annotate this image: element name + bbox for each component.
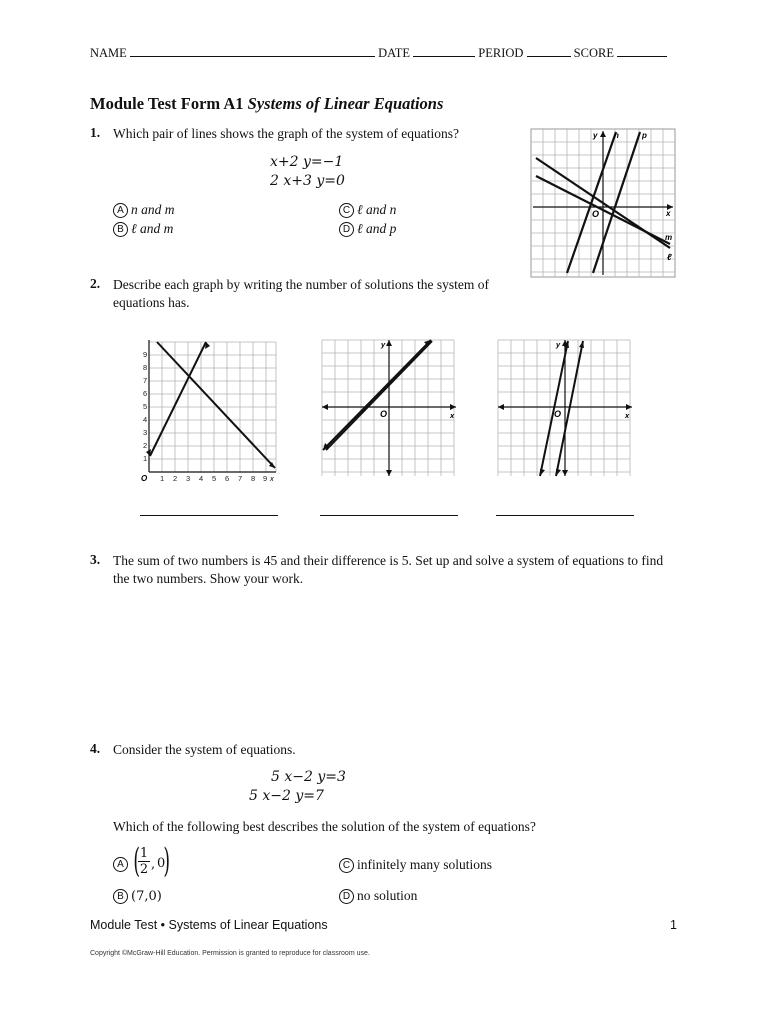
q2-graph-1	[140, 338, 280, 484]
q4-choice-d[interactable]	[339, 888, 417, 904]
choice-text: ℓ and m	[131, 221, 174, 236]
q3-work-area[interactable]	[113, 595, 673, 735]
q3-text-line1: The sum of two numbers is 45 and their difference is 5. Set up and solve a system of equations to find	[113, 553, 664, 568]
x-arrow	[498, 404, 504, 410]
q2-graph-2	[320, 338, 460, 478]
choice-letter: A	[113, 203, 128, 218]
q4-choice-b[interactable]	[113, 888, 162, 904]
title-main: Module Test Form A1	[90, 94, 244, 113]
y-tick: 9	[143, 350, 148, 359]
x-label: x	[625, 411, 630, 420]
graph-label-n: n	[614, 131, 619, 140]
left-paren: (	[133, 841, 140, 881]
second-coordinate: 0	[157, 856, 166, 871]
graph-label-x: x	[666, 209, 671, 218]
choice-letter: C	[339, 858, 354, 873]
grid	[322, 340, 454, 476]
name-label: NAME	[90, 46, 127, 60]
right-paren: )	[163, 841, 170, 881]
arrowhead	[540, 469, 545, 476]
title-sub: Systems of Linear Equations	[247, 94, 444, 113]
footer-left: Module Test • Systems of Linear Equations	[90, 918, 328, 932]
q4-choice-c[interactable]	[339, 857, 492, 873]
y-tick: 6	[143, 389, 148, 398]
q4-number: 4.	[90, 741, 101, 756]
q1-eq2: 2 x+3 y=0	[270, 173, 345, 189]
q2-text-line1: Describe each graph by writing the number of solutions the system of	[113, 277, 490, 292]
score-field[interactable]	[617, 45, 667, 57]
fraction	[138, 846, 150, 877]
q4-eq2: 5 x−2 y=7	[249, 788, 324, 804]
x-tick: 6	[225, 474, 230, 483]
y-tick: 5	[143, 402, 148, 411]
q3-text-line2: the two numbers. Show your work.	[113, 571, 304, 586]
y-tick: 3	[143, 428, 148, 437]
x-tick: 4	[199, 474, 204, 483]
x-arrow	[626, 404, 632, 410]
choice-text: n and m	[131, 202, 175, 217]
line-b	[326, 341, 432, 450]
origin-label: O	[380, 409, 388, 419]
q1-choice-a[interactable]	[113, 202, 175, 218]
x-label: x	[270, 474, 274, 483]
comma: ,	[151, 857, 156, 872]
header	[90, 45, 667, 61]
fraction-denominator: 2	[139, 862, 149, 877]
graph-label-y: y	[593, 131, 598, 140]
line-a	[150, 342, 206, 456]
period-field[interactable]	[527, 45, 571, 57]
x-tick: 2	[173, 474, 178, 483]
x-tick: 1	[160, 474, 165, 483]
y-arrow	[386, 340, 392, 346]
arrowhead	[556, 469, 561, 476]
graph-label-m: m	[665, 233, 673, 242]
y-tick: 4	[143, 415, 148, 424]
q2-answer-1[interactable]	[140, 515, 278, 516]
q1-text: Which pair of lines shows the graph of the system of equations?	[113, 126, 460, 141]
x-tick: 8	[251, 474, 256, 483]
q3-number: 3.	[90, 552, 101, 567]
x-label: x	[450, 411, 455, 420]
x-arrow	[450, 404, 456, 410]
choice-letter: D	[339, 222, 354, 237]
paren: (	[131, 889, 137, 904]
choice-letter: A	[113, 857, 128, 872]
q1-graph	[530, 128, 676, 278]
y-arrow	[562, 470, 568, 476]
choice-text: ℓ and p	[357, 221, 397, 236]
choice-letter: C	[339, 203, 354, 218]
q1-choice-b[interactable]	[113, 221, 173, 237]
graph-label-p: p	[642, 131, 647, 140]
y-tick: 2	[143, 441, 148, 450]
date-field[interactable]	[413, 45, 475, 57]
date-label: DATE	[378, 46, 411, 60]
q2-number: 2.	[90, 276, 101, 291]
q1-eq1: x+2 y=−1	[270, 154, 344, 170]
origin-label: O	[141, 474, 148, 483]
q2-answer-2[interactable]	[320, 515, 458, 516]
q1-choice-c[interactable]	[339, 202, 396, 218]
grid	[149, 342, 276, 472]
y-label: y	[556, 340, 561, 349]
q2-answer-3[interactable]	[496, 515, 634, 516]
page-title	[90, 94, 443, 114]
q2-graph-3	[496, 338, 636, 478]
q4-eq1: 5 x−2 y=3	[271, 769, 346, 785]
choice-text: infinitely many solutions	[357, 857, 492, 872]
choice-text: ℓ and n	[357, 202, 397, 217]
x-tick: 7	[238, 474, 243, 483]
graph-label-o: O	[592, 209, 600, 219]
y-label: y	[381, 340, 386, 349]
choice-letter: D	[339, 889, 354, 904]
x-arrow	[322, 404, 328, 410]
x-tick: 3	[186, 474, 191, 483]
choice-text: no solution	[357, 888, 418, 903]
choice-letter: B	[113, 222, 128, 237]
q4-text: Consider the system of equations.	[113, 742, 296, 757]
x-tick: 5	[212, 474, 217, 483]
paren: )	[156, 889, 162, 904]
choice-text: 7,0	[136, 889, 157, 904]
q1-number: 1.	[90, 125, 101, 140]
y-arrow	[386, 470, 392, 476]
origin-label: O	[554, 409, 562, 419]
y-tick: 1	[143, 454, 148, 463]
y-tick: 8	[143, 363, 148, 372]
q1-choice-d[interactable]	[339, 221, 396, 237]
graph-label-l: ℓ	[667, 252, 672, 262]
y-tick: 7	[143, 376, 148, 385]
q4-question: Which of the following best describes the solution of the system of equations?	[113, 819, 536, 834]
period-label: PERIOD	[478, 46, 524, 60]
copyright: Copyright ©McGraw-Hill Education. Permission is granted to reproduce for classroom use.	[90, 950, 370, 957]
choice-letter: B	[113, 889, 128, 904]
q2-text-line2: equations has.	[113, 295, 190, 310]
page-number: 1	[670, 918, 677, 932]
name-field[interactable]	[130, 45, 375, 57]
fraction-numerator: 1	[139, 846, 149, 861]
score-label: SCORE	[573, 46, 614, 60]
x-tick: 9	[263, 474, 268, 483]
